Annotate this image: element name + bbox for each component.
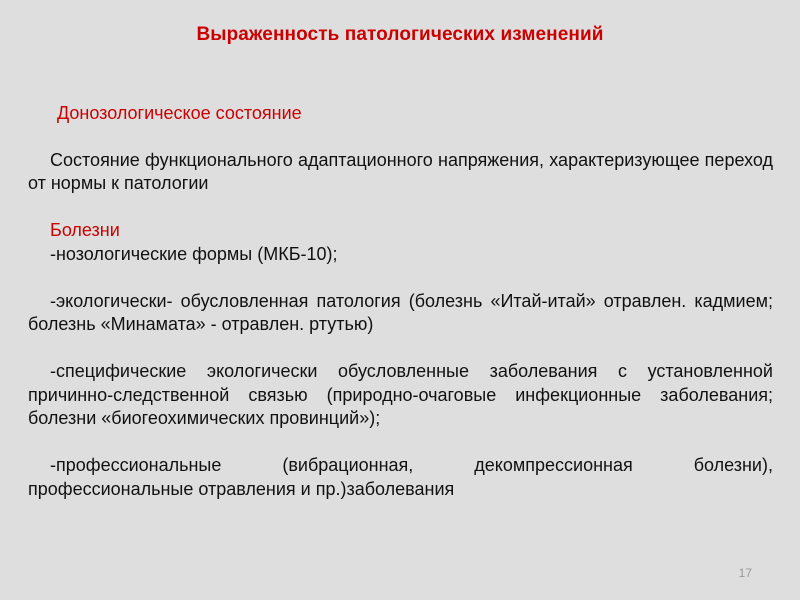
- disease-item-nosological: -нозологические формы (МКБ-10);: [50, 243, 338, 264]
- paragraph-spacer: [28, 337, 773, 361]
- slide-number: 17: [738, 566, 752, 580]
- diseases-heading: Болезни: [50, 220, 120, 240]
- disease-item-professional: -профессиональные (вибрационная, декомпрессионная болезни), профессиональные отравления и пр.)заболевания: [28, 455, 773, 499]
- disease-item-specific: -специфические экологически обусловленные заболевания с установленной причинно-следственной связью (природно-очаговые инфекционные заболевания; болезни «биогеохимических провинций»);: [28, 361, 773, 428]
- paragraph-spacer: [28, 266, 773, 290]
- prenosological-description: Состояние функционального адаптационного напряжения, характеризующее переход от нормы к патологии: [28, 149, 773, 193]
- prenosological-heading: Донозологическое состояние: [57, 103, 302, 123]
- disease-item-ecological: -экологически- обусловленная патология (болезнь «Итай-итай» отравлен. кадмием; болезнь «Минамата» - отравлен. ртутью): [28, 290, 773, 334]
- slide-content: [28, 102, 773, 501]
- paragraph-spacer: [28, 431, 773, 455]
- paragraph-spacer: [28, 196, 773, 220]
- slide-title: Выраженность патологических изменений: [196, 24, 604, 45]
